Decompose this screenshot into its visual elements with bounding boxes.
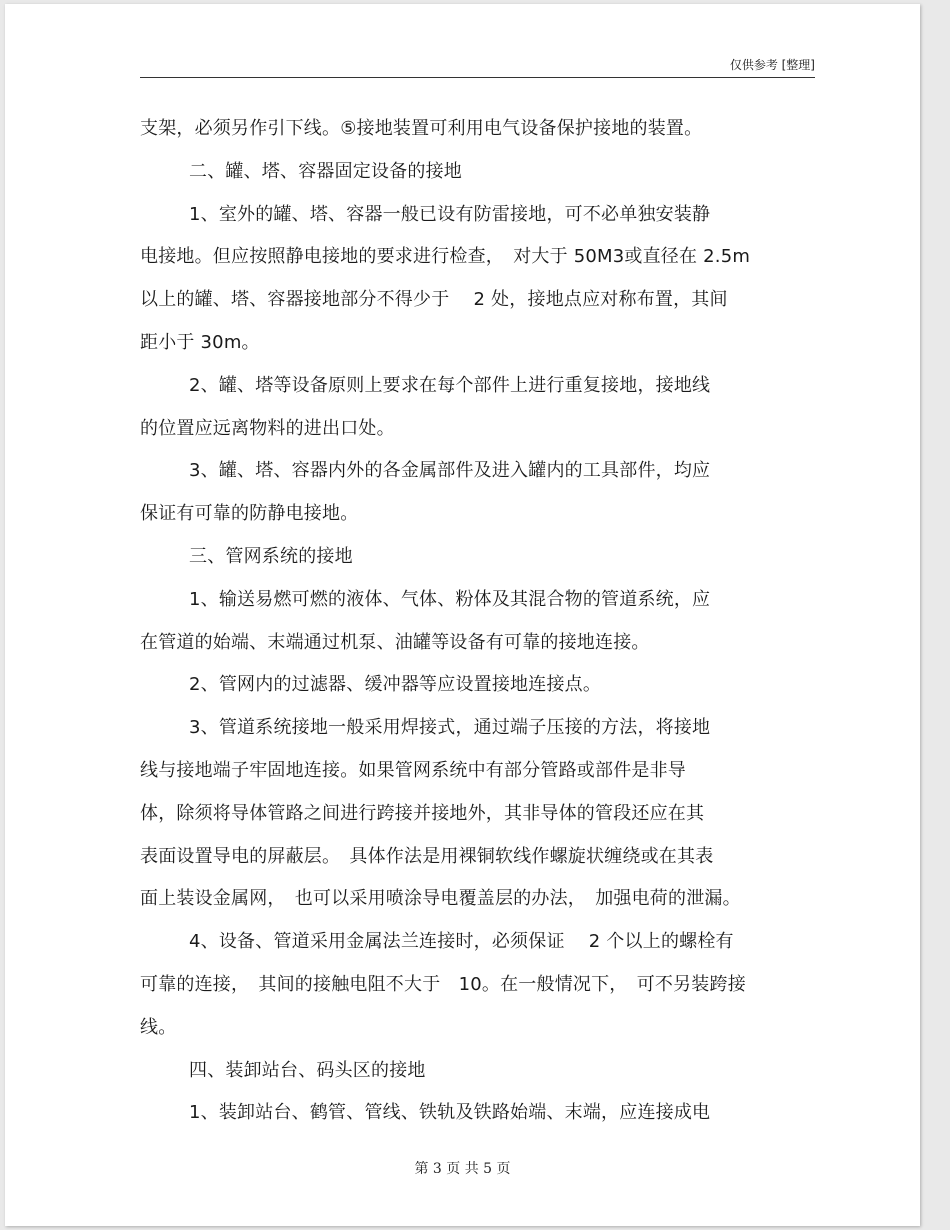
page-footer: 第 3 页 共 5 页 bbox=[414, 1161, 511, 1177]
page-header: 仅供参考 [整理] bbox=[729, 58, 815, 72]
text-line: 距小于 30m。 bbox=[140, 331, 260, 353]
text-line: 4、设备、管道采用金属法兰连接时，必须保证 2 个以上的螺栓有 bbox=[189, 931, 734, 953]
text-line: 3、罐、塔、容器内外的各金属部件及进入罐内的工具部件，均应 bbox=[189, 460, 711, 482]
text-line: 的位置应远离物料的进出口处。 bbox=[140, 417, 395, 439]
header-divider bbox=[140, 77, 815, 78]
text-line: 在管道的始端、末端通过机泵、油罐等设备有可靠的接地连接。 bbox=[140, 631, 650, 653]
text-line: 二、罐、塔、容器固定设备的接地 bbox=[189, 160, 462, 182]
text-line: 面上装设金属网， 也可以采用喷涂导电覆盖层的办法， 加强电荷的泄漏。 bbox=[140, 888, 741, 910]
document-page bbox=[5, 4, 920, 1226]
text-line: 三、管网系统的接地 bbox=[189, 545, 353, 567]
text-line: 支架，必须另作引下线。⑤接地装置可利用电气设备保护接地的装置。 bbox=[140, 118, 703, 139]
text-line: 2、罐、塔等设备原则上要求在每个部件上进行重复接地，接地线 bbox=[189, 374, 711, 396]
text-line: 表面设置导电的屏蔽层。 具体作法是用裸铜软线作螺旋状缠绕或在其表 bbox=[140, 845, 714, 867]
text-line: 1、室外的罐、塔、容器一般已设有防雷接地，可不必单独安装静 bbox=[189, 203, 711, 225]
text-line: 3、管道系统接地一般采用焊接式，通过端子压接的方法，将接地 bbox=[189, 717, 711, 739]
text-line: 线。 bbox=[140, 1016, 177, 1038]
text-line: 四、装卸站台、码头区的接地 bbox=[189, 1059, 426, 1081]
body-text bbox=[140, 108, 820, 1135]
text-line: 以上的罐、塔、容器接地部分不得少于 2 处，接地点应对称布置，其间 bbox=[140, 289, 728, 311]
text-line: 可靠的连接， 其间的接触电阻不大于 10。在一般情况下， 可不另装跨接 bbox=[140, 973, 746, 995]
text-line: 保证有可靠的防静电接地。 bbox=[140, 503, 359, 525]
text-line: 电接地。但应按照静电接地的要求进行检查， 对大于 50M3或直径在 2.5m bbox=[140, 246, 751, 268]
text-line: 体，除须将导体管路之间进行跨接并接地外，其非导体的管段还应在其 bbox=[140, 802, 705, 824]
text-line: 1、输送易燃可燃的液体、气体、粉体及其混合物的管道系统，应 bbox=[189, 588, 711, 610]
text-line: 2、管网内的过滤器、缓冲器等应设置接地连接点。 bbox=[189, 674, 602, 696]
text-line: 线与接地端子牢固地连接。如果管网系统中有部分管路或部件是非导 bbox=[140, 759, 686, 781]
text-line: 1、装卸站台、鹤管、管线、铁轨及铁路始端、末端，应连接成电 bbox=[189, 1102, 711, 1124]
